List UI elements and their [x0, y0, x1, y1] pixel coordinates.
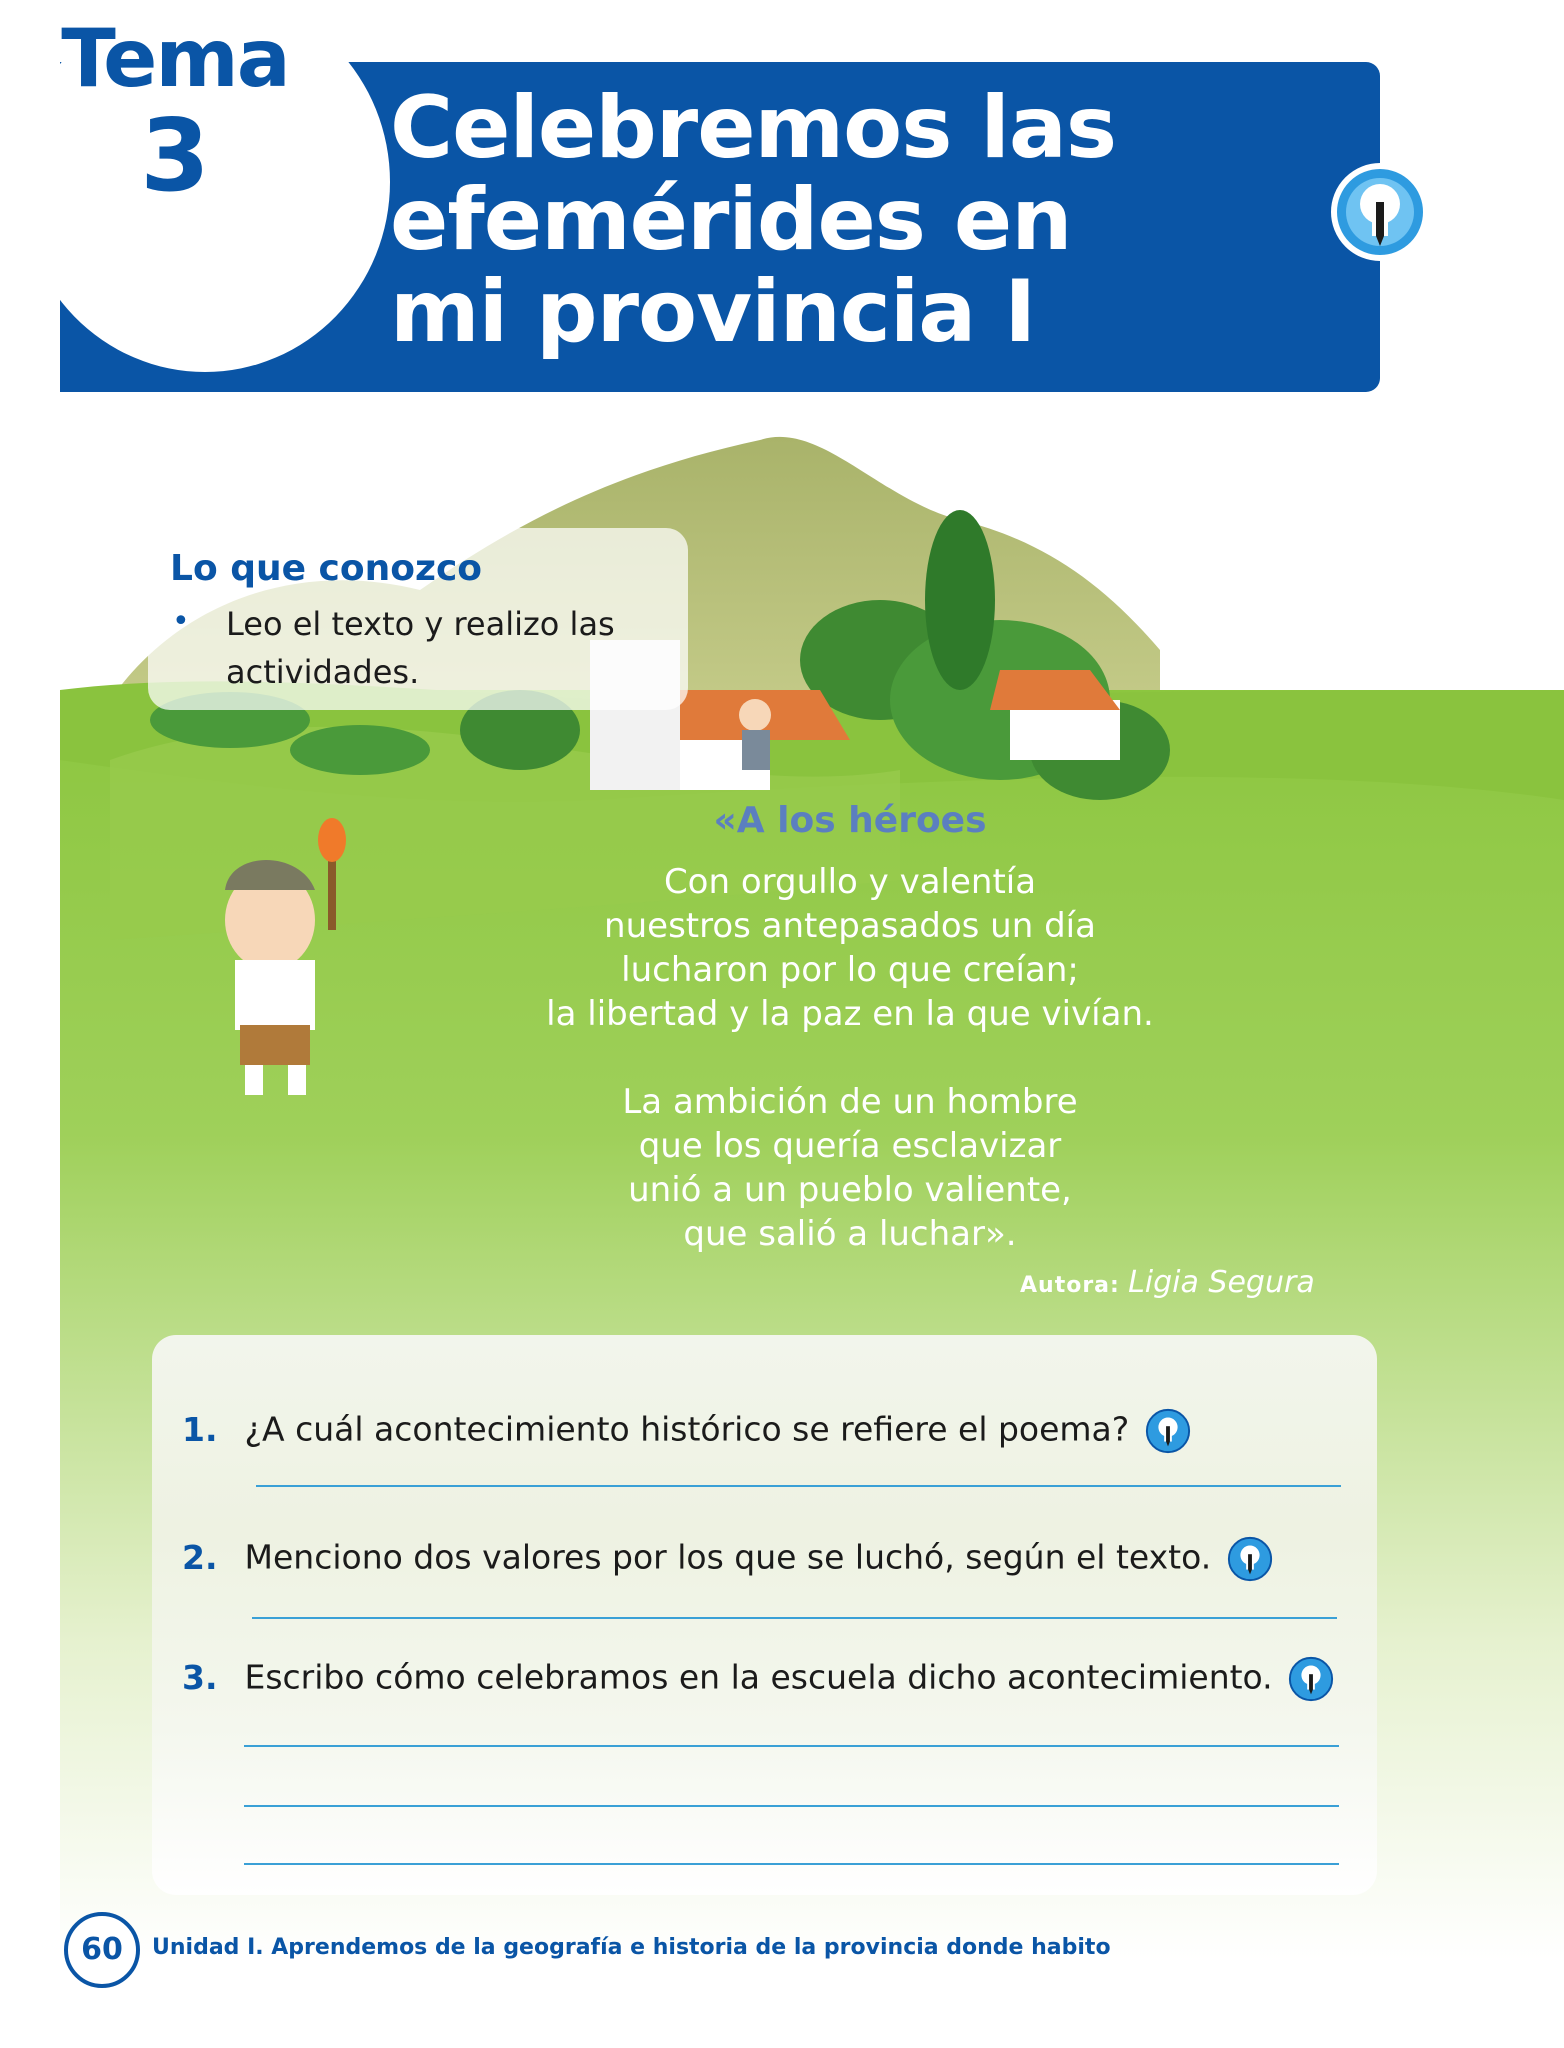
- bullet-icon: •: [172, 604, 190, 639]
- poem-line: unió a un pueblo valiente,: [628, 1170, 1072, 1210]
- question-number: 1.: [182, 1409, 218, 1449]
- poem-body: [400, 860, 1300, 1300]
- poem-stanza-2: [400, 1080, 1300, 1256]
- tema-badge: [20, 0, 390, 372]
- answer-line[interactable]: [252, 1617, 1337, 1619]
- title-line-2: efemérides en: [390, 170, 1072, 270]
- question-number: 3.: [182, 1657, 218, 1697]
- question-number: 2.: [182, 1537, 218, 1577]
- poem-line: que los quería esclavizar: [638, 1126, 1062, 1166]
- title-line-1: Celebremos las: [390, 78, 1117, 178]
- unit-footer: Unidad I. Aprendemos de la geografía e historia de la provincia donde habito: [152, 1935, 1111, 1960]
- question-2: [182, 1535, 1362, 1583]
- page-number: 60: [64, 1912, 140, 1988]
- poem-line: que salió a luchar».: [683, 1214, 1017, 1254]
- poem-title: «A los héroes: [713, 800, 987, 841]
- lightbulb-pencil-icon: [1144, 1407, 1192, 1455]
- poem-line: La ambición de un hombre: [622, 1082, 1078, 1122]
- poem-line: la libertad y la paz en la que vivían.: [546, 994, 1154, 1034]
- poem-stanza-1: [400, 860, 1300, 1036]
- title-line-3: mi provincia I: [390, 262, 1036, 362]
- question-3: [182, 1655, 1362, 1703]
- questions-card: [152, 1335, 1377, 1895]
- answer-line[interactable]: [244, 1745, 1339, 1747]
- answer-line[interactable]: [244, 1863, 1339, 1865]
- poem-line: Con orgullo y valentía: [663, 862, 1037, 902]
- intro-instruction: Leo el texto y realizo las actividades.: [226, 605, 615, 691]
- question-text: Escribo cómo celebramos en la escuela dicho acontecimiento.: [244, 1657, 1273, 1697]
- poem-line: lucharon por lo que creían;: [621, 950, 1079, 990]
- lightbulb-pencil-icon: [1287, 1655, 1335, 1703]
- answer-line[interactable]: [244, 1805, 1339, 1807]
- question-text: ¿A cuál acontecimiento histórico se refiere el poema?: [244, 1409, 1130, 1449]
- answer-line[interactable]: [256, 1485, 1341, 1487]
- poem-author: [1020, 1265, 1340, 1300]
- intro-box: [148, 528, 688, 710]
- page-title: [390, 78, 1170, 362]
- lightbulb-pencil-icon: [1330, 162, 1430, 262]
- poem-line: nuestros antepasados un día: [604, 906, 1096, 946]
- lightbulb-pencil-icon: [1226, 1535, 1274, 1583]
- question-text: Menciono dos valores por los que se luchó, según el texto.: [244, 1537, 1212, 1577]
- author-name: Ligia Segura: [1128, 1265, 1315, 1300]
- intro-heading: Lo que conozco: [170, 548, 483, 589]
- tema-label: Tema: [61, 12, 289, 105]
- header-banner: [60, 12, 1380, 392]
- tema-number: 3: [140, 97, 210, 214]
- question-1: [182, 1407, 1362, 1455]
- author-label: Autora:: [1020, 1273, 1120, 1298]
